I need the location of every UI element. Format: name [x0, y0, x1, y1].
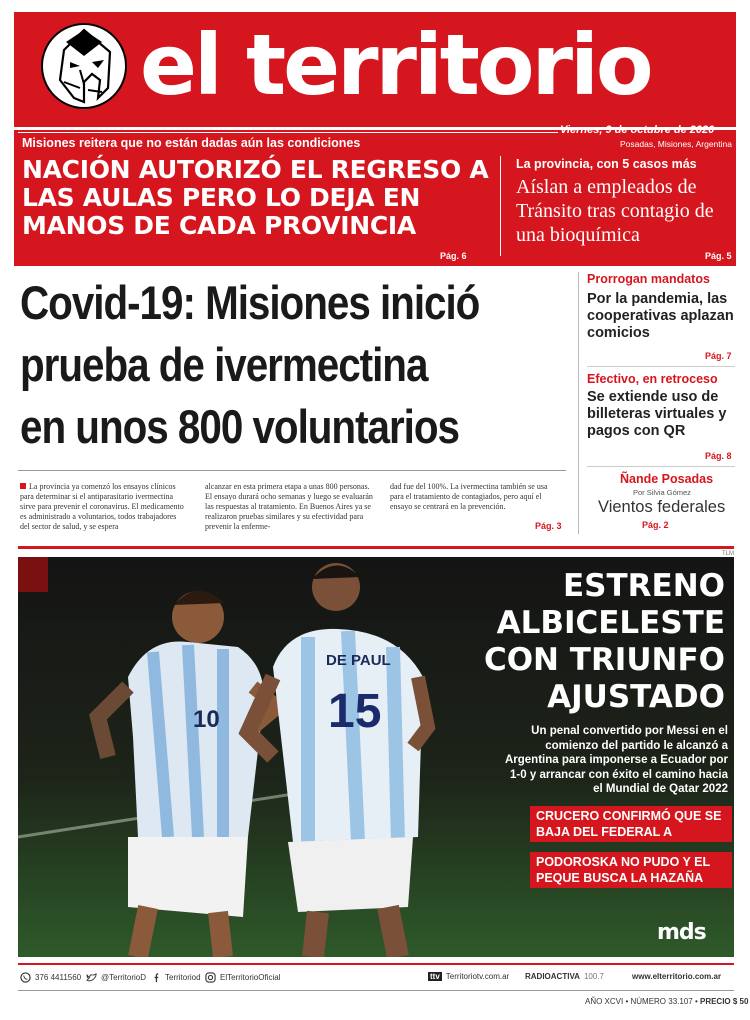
footer-website[interactable]: www.elterritorio.com.ar: [632, 972, 722, 981]
footer-instagram[interactable]: ElTerritorioOficial: [205, 972, 280, 983]
page-ref: Pág. 8: [705, 451, 732, 461]
divider: [18, 990, 734, 991]
body-column: La provincia ya comenzó los ensayos clínicos para determinar si el antiparasitario ivermectina sirve para prevenir el coronavirus. El medicamento es administrado a voluntarios, todos trabajadores del sector de salud, y se espera: [20, 482, 184, 531]
right-kicker: La provincia, con 5 casos más: [516, 157, 697, 171]
top-kicker: Misiones reitera que no están dadas aún las condiciones: [22, 136, 361, 150]
top-headline[interactable]: NACIÓN AUTORIZÓ EL REGRESO A LAS AULAS PERO LO DEJA EN MANOS DE CADA PROVINCIA: [22, 155, 489, 240]
instagram-icon: [205, 972, 216, 983]
body-column: alcanzar en esta primera etapa a unas 800 personas. El ensayo durará ocho semanas y luego se evaluarán las respuestas al tratamiento. En Buenos Aires ya se realizaron pruebas similares y su efectividad para prevenir la enferme-: [205, 482, 373, 531]
whatsapp-icon: [20, 972, 31, 983]
issue-info: AÑO XCVI • NÚMERO 33.107 • PRECIO $ 50: [585, 997, 749, 1006]
photo-credit: TLM: [722, 551, 734, 557]
abstract-face-logo-icon: [40, 22, 128, 110]
facebook-icon: [150, 972, 161, 983]
divider: [587, 366, 735, 367]
issue-date: Viernes, 9 de octubre de 2020: [560, 124, 715, 136]
right-headline[interactable]: Aíslan a empleados de Tránsito tras contagio de una bioquímica: [516, 176, 714, 246]
jersey-name: DE PAUL: [326, 652, 391, 669]
photo-caption: Un penal convertido por Messi en el comienzo del partido le alcanzó a Argentina para imponerse a Ecuador por 1-0 y arrancar con éxito el camino hacia el Mundial de Qatar 2022: [504, 725, 728, 795]
footer-radio[interactable]: RADIOACTIVA 100.7: [525, 972, 604, 981]
divider: [18, 132, 558, 133]
footer-whatsapp[interactable]: 376 4411560: [20, 972, 81, 983]
jersey-number: 15: [328, 685, 382, 738]
page-ref: Pág. 7: [705, 351, 732, 361]
page-ref: Pág. 6: [440, 251, 467, 261]
divider: [18, 470, 566, 471]
price: PRECIO $ 50: [699, 997, 749, 1006]
divider: [18, 546, 734, 549]
main-headline[interactable]: [20, 272, 502, 458]
masthead-title: el territorio: [140, 16, 651, 114]
sidebar-headline[interactable]: Se extiende uso de billeteras virtuales y pagos con QR: [587, 389, 727, 439]
twitter-icon: [86, 972, 97, 983]
sports-teaser-box[interactable]: PODOROSKA NO PUDO Y EL PEQUE BUSCA LA HAZAÑA: [530, 852, 732, 888]
jersey-number-left: 10: [193, 706, 220, 733]
main-headline-line: prueba de ivermectina: [20, 338, 428, 391]
divider: [18, 963, 734, 965]
sidebar-kicker: Efectivo, en retroceso: [587, 372, 718, 386]
footer-tv[interactable]: ttv Territoriotv.com.ar: [430, 972, 510, 981]
sidebar-kicker: Prorrogan mandatos: [587, 272, 710, 286]
column-byline: Por Silvia Gómez: [633, 488, 691, 497]
column-headline[interactable]: Vientos federales: [598, 498, 726, 516]
page-ref: Pág. 2: [642, 520, 669, 530]
divider: [500, 156, 501, 256]
sports-teaser-box[interactable]: CRUCERO CONFIRMÓ QUE SE BAJA DEL FEDERAL A: [530, 806, 732, 842]
divider: [587, 466, 735, 467]
body-column: dad fue del 100%. La ivermectina también se usa para el tratamiento de contagiados, pero aquí el ensayo se centrará en la prevención.: [390, 482, 548, 511]
footer-twitter[interactable]: @TerritorioD: [86, 972, 146, 983]
page-ref: Pág. 5: [705, 251, 732, 261]
divider: [578, 272, 579, 534]
mds-logo: mds: [657, 920, 706, 945]
footer-facebook[interactable]: Territoriod: [150, 972, 201, 983]
bullet-square-icon: [20, 483, 26, 489]
ttv-logo: ttv: [430, 972, 440, 981]
photo-headline[interactable]: ESTRENO ALBICELESTE CON TRIUNFO AJUSTADO: [483, 568, 725, 715]
page-ref: Pág. 3: [535, 521, 562, 531]
radio-name: RADIOACTIVA: [525, 972, 580, 981]
main-headline-line: Covid-19: Misiones inició: [20, 276, 480, 329]
issue-place: Posadas, Misiones, Argentina: [620, 139, 732, 149]
sidebar-headline[interactable]: Por la pandemia, las cooperativas aplazan comicios: [587, 291, 734, 341]
column-kicker: Ñande Posadas: [620, 472, 714, 486]
main-headline-line: en unos 800 voluntarios: [20, 400, 459, 453]
